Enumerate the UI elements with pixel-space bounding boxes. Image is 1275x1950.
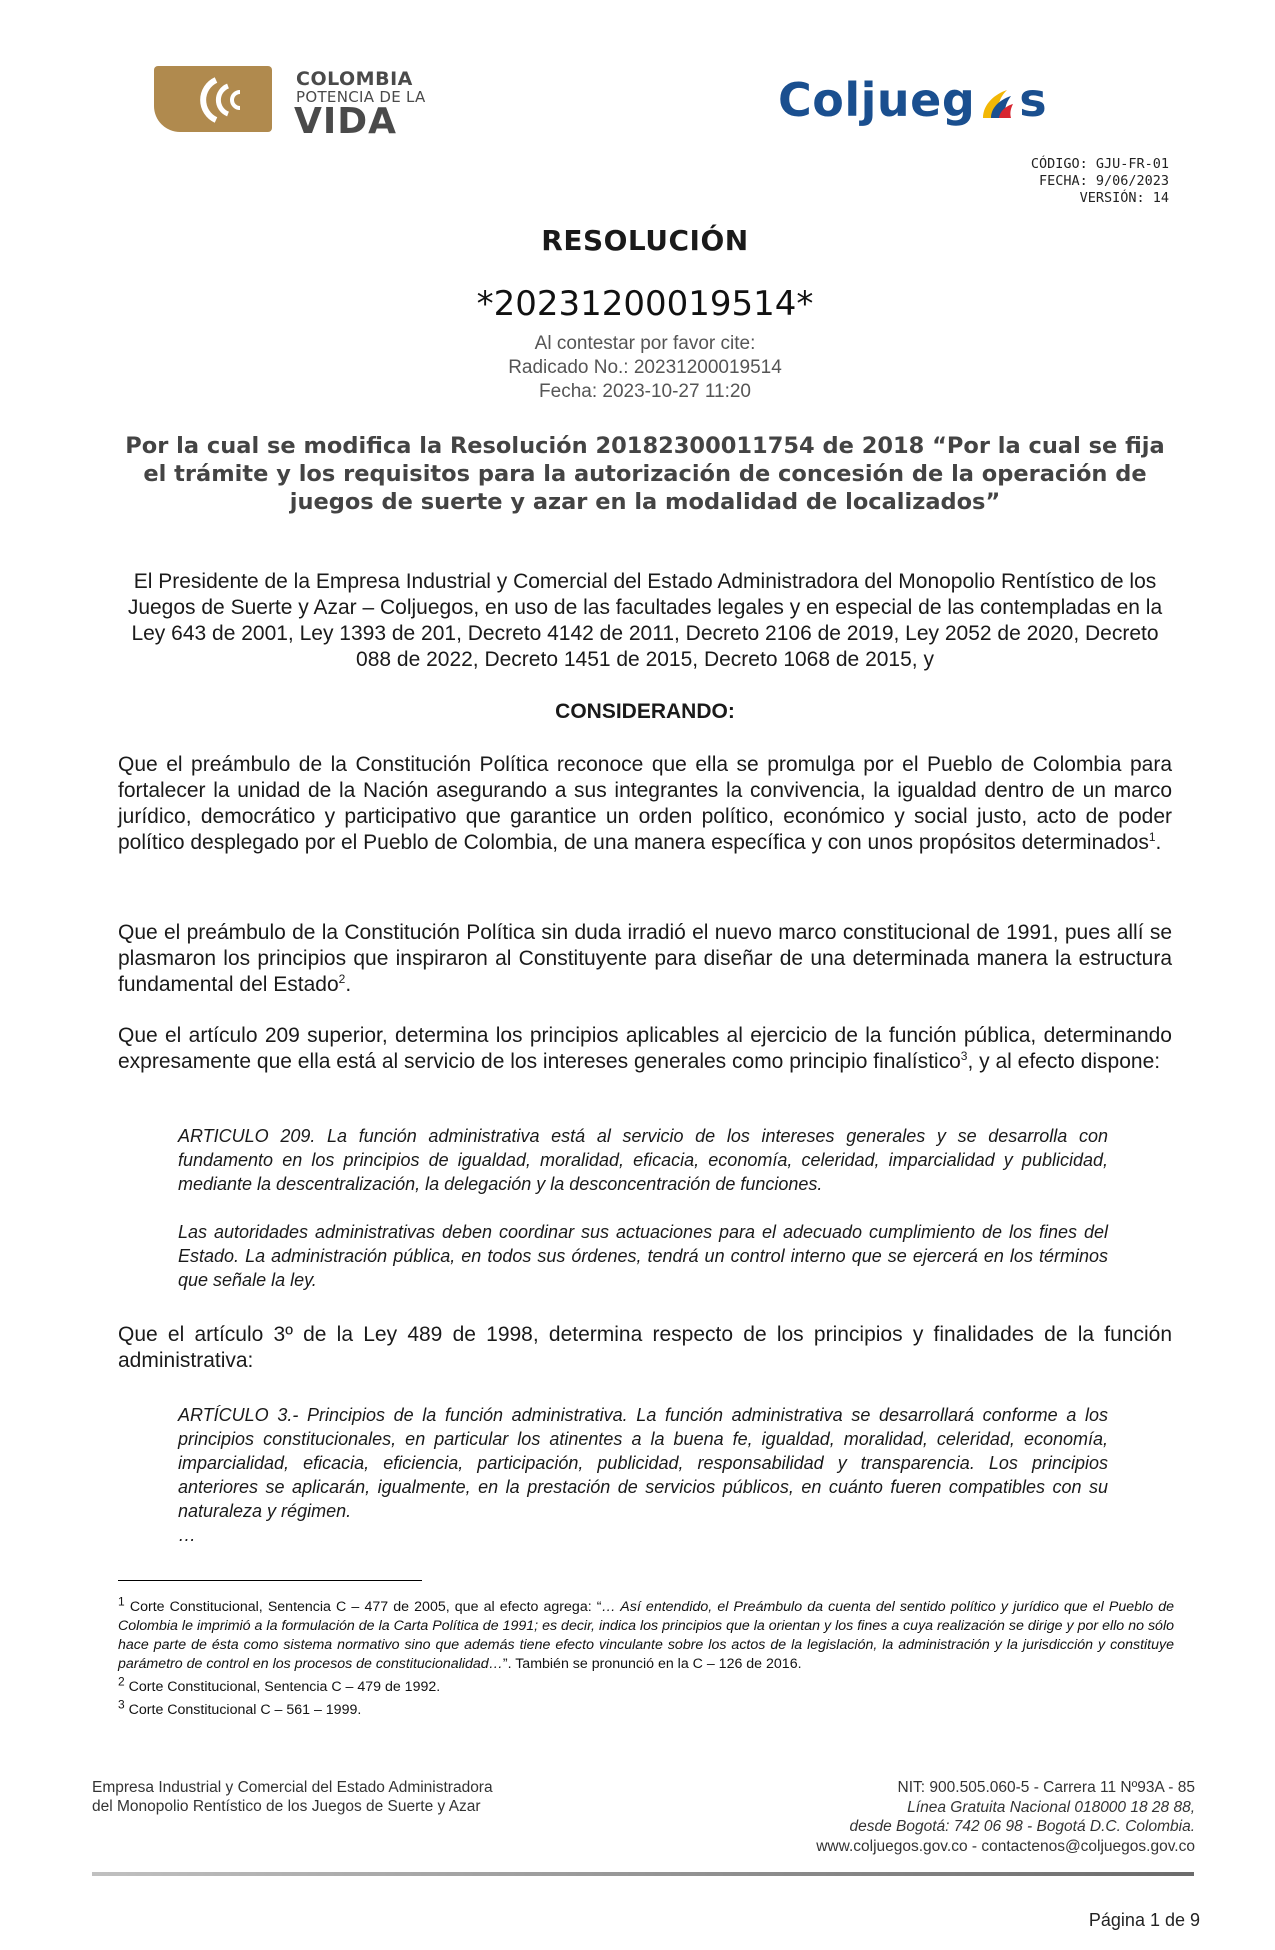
footnote-1-tail: ”. También se pronunció en la C – 126 de 2016.	[502, 1656, 802, 1672]
footnote-1-quote: … Así entendido, el Preámbulo da cuenta del sentido político y jurídico que el Pueblo de Colombia le imprimió a la formulación de la Carta Política de 1991; es decir, indica los principios que la orientan y los fines a cuya realización se dirige y por ello no sólo hace parte de ésta como sistema normativo sino que además tiene efecto vinculante sobre los actos de la legislación, la administración y la jurisdicción y constituye parámetro de control en los procesos de constitucionalidad…	[118, 1599, 1175, 1672]
colombia-potencia-logo	[154, 64, 474, 144]
footnote-ref-2[interactable]: 2	[338, 972, 346, 986]
paragraph-3	[118, 1023, 1172, 1075]
radicado-info	[0, 332, 1275, 404]
logo-line-potencia: POTENCIA DE LA	[296, 88, 426, 106]
footer-nit-address: NIT: 900.505.060-5 - Carrera 11 Nº93A - 85	[897, 1779, 1195, 1796]
footnote-1-lead: Corte Constitucional, Sentencia C – 477 de 2005, que al efecto agrega: “	[129, 1599, 602, 1615]
footnote-3	[118, 1697, 1174, 1720]
page-number: Página 1 de 9	[1088, 1910, 1200, 1930]
document-code: CÓDIGO: GJU-FR-01	[1030, 156, 1169, 172]
paragraph-2-text: Que el preámbulo de la Constitución Política sin duda irradió el nuevo marco constitucional de 1991, pues allí se plasmaron los principios que inspiraron al Constituyente para diseñar de una determinada manera la estructura fundamental del Estado	[118, 921, 1172, 996]
radicado-barcode-number: *20231200019514*	[476, 284, 814, 324]
footnote-3-text: Corte Constitucional C – 561 – 1999.	[128, 1702, 362, 1718]
coljuegos-logo-text-start: Coljueg	[778, 73, 976, 127]
paragraph-1-text: Que el preámbulo de la Constitución Política reconoce que ella se promulga por el Pueblo de Colombia para fortalecer la unidad de la Nación asegurando a sus integrantes la convivencia, la igualdad dentro de un marco jurídico, democrático y participativo que garantice un orden político, económico y social justo, acto de poder político desplegado por el Pueblo de Colombia, de una manera específica y con unos propósitos determinados	[118, 753, 1172, 854]
colombia-logo-mark-icon	[154, 66, 272, 132]
footer-divider	[92, 1872, 1194, 1876]
quote-article-209-part-2: Las autoridades administrativas deben coordinar sus actuaciones para el adecuado cumplimiento de los fines del Estado. La administración pública, en todos sus órdenes, tendrá un control interno que se ejercerá en los términos que señale la ley.	[178, 1222, 1108, 1290]
resolution-title: RESOLUCIÓN	[541, 224, 749, 257]
footer-company-line-2: del Monopolio Rentístico de los Juegos de Suerte y Azar	[92, 1798, 481, 1815]
footnote-1	[118, 1594, 1175, 1674]
footer-contact	[816, 1778, 1195, 1856]
footer-national-line: Línea Gratuita Nacional 018000 18 28 88,	[907, 1798, 1195, 1816]
footer-company	[92, 1778, 493, 1816]
quote-article-3-text: ARTÍCULO 3.- Principios de la función administrativa. La función administrativa se desarrollará conforme a los principios constitucionales, en particular los atinentes a la buena fe, igualdad, moralidad, celeridad, economía, imparcialidad, eficacia, eficiencia, participación, publicidad, responsabilidad y transparencia. Los principios anteriores se aplicarán, igualmente, en la prestación de servicios públicos, en cuánto fueren compatibles con su naturaleza y régimen.	[178, 1405, 1108, 1521]
footnote-2-text: Corte Constitucional, Sentencia C – 479 de 1992.	[128, 1679, 441, 1695]
intro-paragraph: El Presidente de la Empresa Industrial y Comercial del Estado Administradora del Monopolio Rentístico de los Juegos de Suerte y Azar – Coljuegos, en uso de las facultades legales y en especial de las contempladas en la Ley 643 de 2001, Ley 1393 de 201, Decreto 4142 de 2011, Decreto 2106 de 2019, Ley 2052 de 2020, Decreto 088 de 2022, Decreto 1451 de 2015, Decreto 1068 de 2015, y	[127, 570, 1163, 671]
footnote-2	[118, 1674, 1174, 1697]
coljuegos-logo	[778, 72, 1148, 132]
paragraph-4: Que el artículo 3º de la Ley 489 de 1998, determina respecto de los principios y finalidades de la función administrativa:	[118, 1323, 1172, 1372]
footnote-2-number: 2	[118, 1674, 125, 1689]
coljuegos-flame-icon	[977, 80, 1017, 120]
footnote-3-number: 3	[118, 1697, 125, 1712]
paragraph-2	[118, 920, 1172, 998]
quote-article-209-part-1: ARTICULO 209. La función administrativa está al servicio de los intereses generales y se desarrolla con fundamento en los principios de igualdad, moralidad, eficacia, economía, celeridad, imparcialidad y publicidad, mediante la descentralización, la delegación y la desconcentración de funciones.	[178, 1126, 1108, 1194]
document-date: FECHA: 9/06/2023	[1038, 173, 1169, 189]
footer-web-email-link[interactable]: www.coljuegos.gov.co - contactenos@coljuegos.gov.co	[816, 1837, 1195, 1855]
radicado-number: Radicado No.: 20231200019514	[508, 357, 782, 378]
paragraph-3-end: , y al efecto dispone:	[967, 1050, 1161, 1073]
resolution-subject: Por la cual se modifica la Resolución 20182300011754 de 2018 “Por la cual se fija el trámite y los requisitos para la autorización de concesión de la operación de juegos de suerte y azar en la modalidad de localizados”	[125, 433, 1165, 515]
footnote-ref-1[interactable]: 1	[1148, 830, 1156, 844]
paragraph-2-end: .	[345, 973, 352, 996]
paragraph-1	[118, 752, 1172, 856]
footnote-separator	[118, 1580, 422, 1581]
document-version: VERSIÓN: 14	[1079, 190, 1169, 206]
footer-bogota-line: desde Bogotá: 742 06 98 - Bogotá D.C. Colombia.	[849, 1818, 1195, 1835]
logo-line-vida: VIDA	[294, 101, 397, 142]
radicado-date: Fecha: 2023-10-27 11:20	[539, 381, 751, 402]
quote-article-3	[178, 1403, 1108, 1547]
footer-company-line-1: Empresa Industrial y Comercial del Estado Administradora	[92, 1779, 493, 1796]
footnote-ref-3[interactable]: 3	[960, 1049, 968, 1063]
logo-line-colombia: COLOMBIA	[296, 68, 413, 90]
footnote-1-number: 1	[118, 1594, 125, 1609]
considerando-heading: CONSIDERANDO:	[555, 700, 735, 723]
paragraph-1-end: .	[1155, 831, 1162, 854]
coljuegos-logo-text-end: s	[1019, 73, 1048, 127]
quote-ellipsis: …	[178, 1525, 196, 1545]
cite-note: Al contestar por favor cite:	[534, 333, 756, 354]
paragraph-3-text: Que el artículo 209 superior, determina los principios aplicables al ejercicio de la función pública, determinando expresamente que ella está al servicio de los intereses generales como principio finalístico	[118, 1024, 1172, 1073]
document-control-info	[1031, 156, 1169, 207]
footnotes	[118, 1594, 1175, 1724]
